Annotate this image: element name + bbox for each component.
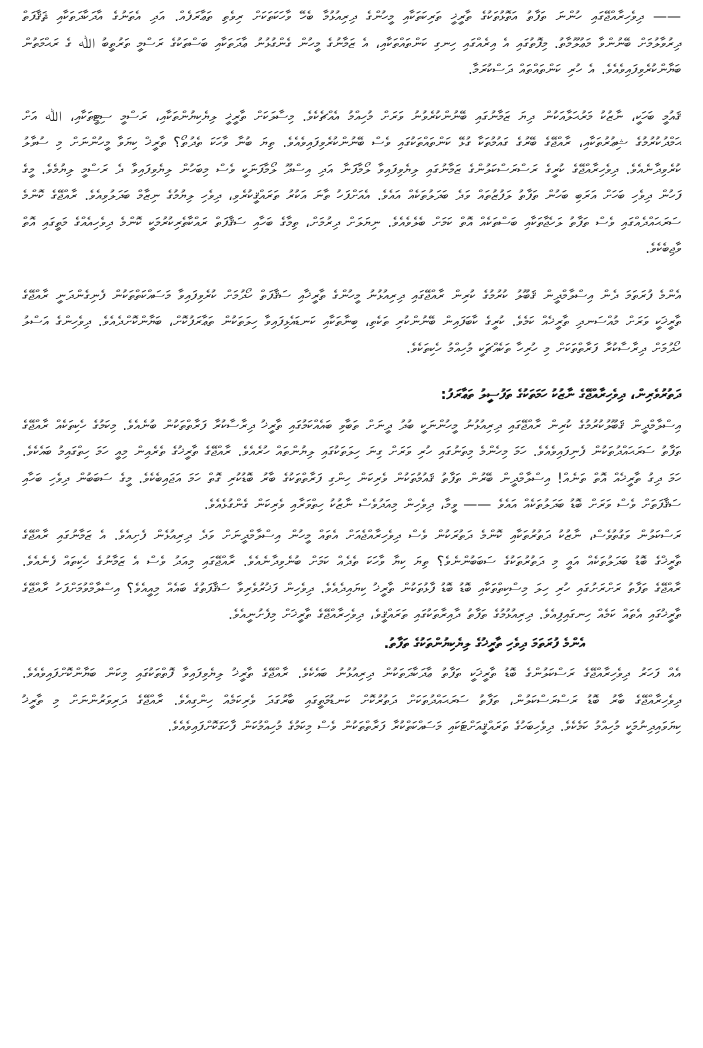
section-heading-2: އެންމެ ފުރަތަމަ ދިވެހި ތާރީޚުގެ ލިޔެކިޔުންތަކުގެ ތަފާތު. (383, 635, 585, 652)
section-heading-1: ދަތުރުވެރިން، ދިވެހިރާއްޖޭގެ ނާޒުކު ހަމަތަކުގެ ތަފުސީލު ތަޢާރަފު: (440, 387, 681, 403)
paragraph-5: ރަސްކަލުން ވަގުތުވެސް، ނާޒުކު ދަތުރުތަކާއި ކޮންމެ ދަތުރަކުން ވެސް ދިވެހިރާއްޖެއަށް އެތައް މީހުން އިސްލާމްދީނަށް ވަދެ ދިރިއުޅެން ފެށިއެވެ. އެ ޒަމާނުގައި ރާއްޖޭގެ ތާރީޚްގެ ބޮޑު ބަދަލުތަކެއް އައީ މި ދަތުރުތަކުގެ ސަބަބުންނެވެ؟ ތިޔަ ކިޔާ ވާހަކަ ތެދެއް ކަމަށް ބުނެވިދާނެއެވެ. ރާއްޖޭގައި މިއަދު ވެސް އެ ޒަމާނުގެ ހެކިތައް ފެނެއެވެ. ރާއްޖޭގެ ތަފާތު ރަށްރަށުގައި ހުރި ހިލަ މިސްކިތްތަކާއި ބޮޑު ބޮޑު ފާޅުތަކުން ތާރީޚު ކިޔައިދެއެވެ. ދިވެހިން ފަޚުރުވެރިވާ ސަޤާފަތުގެ ބައެއް މިއީއެވެ؟ އިސްލާމްވުމަށްފަހު ރާއްޖޭގެ ތާރީޚުގައި އެތައް ކަމެއް ހިނގައިފިއެވެ. ދިރިއުޅުމުގެ ތަފާތު ދާއިރާތަކުގައި ތަރައްޤީވެ، ދިވެހިރާއްޖޭގެ ތާރީޚަށް މިފެށުނީއެވެ. (22, 527, 681, 623)
paragraph-2: ޤައުމީ ބަހަކީ، ނާޒުކު މަރުޙަލާއަކުން ދިޔަ ޒަމާނުގައި ބޭނުންކުރެވުނު ވަރަށް މުހިއްމު އެއްޗެކެވެ. މިސާލަކަށް ތާރީޚީ ލިޔެކިޔުންތަކާއި، ރަސްމީ ސިޓީތަކާއި، ﷲ އަށް ޙަމްދުކުރުމުގެ ޝިޢުރުތަކާއި، ރާއްޖޭގެ ބޭރުގެ ގައުމުތަކާ ގުޅޭ ކަންތައްތަކުގައި ވެސް ބޭނުންކުރެވިފައިވެއެވެ. ތިޔަ ބުނާ ވާހަކަ ތެދުތޯ؟ ތާރީޚް ކިޔަވާ މީހުންނަށް މި ސުވާލު ކުރެވިދާނެއެވެ. ދިވެހިރާއްޖޭގެ ކުރީގެ ރަސްރަސްކަލުންގެ ޒަމާނުގައި ލިޔެވިފައިވާ ލޯމާފަނާ އަދި އިސްދޫ ލޯމާފަނަކީ ވެސް މިބަހުން ލިޔެވިފައިވާ ދެ ރަސްމީ ލިޔުމެވެ. މީގެ ފަހުން ދިވެހި ބަހަށް އަރަބި ބަހުން ތަފާތު ލަފުޒުތައް ވަދެ ބަދަލުތަކެއް އައެވެ. އެއަށްފަހު ތާނަ އަކުރު ތަރައްޤީކުރެވި، ދިވެހި ލިޔުމުގެ ނިޒާމް ބަދަލުވިއެވެ. ރާއްޖޭގެ ކޮންމެ ސަރަޙައްދެއްގައި ވެސް ތަފާތު ލަހެޖާތަކާއި ބަސްތަކެއް އޮތް ކަމަށް ބެލެވެއެވެ. ނިޔަލަށް ދިރުމަށް، ތިމާގެ ބަހާއި ސަޤާފަތް ރައްކާތެރިކުރުމަކީ ކޮންމެ ދިވެހިއެއްގެ މަތީގައި އޮތް ވާޖިބެކެވެ. (22, 108, 681, 257)
paragraph-3: އެންމެ ފުރަތަމަ ދެން އިސްލާމްދީން ޤަބޫލު ކުރުމުގެ ކުރިން ރާއްޖޭގައި ދިރިއުޅުނު މީހުންގެ ތާރީޚާއި ސަޤާފަތް ހޯދުމަށް ކުރެވިފައިވާ މަސައްކަތްތަކުން ފެނިގެންދަނީ ރާއްޖޭގެ ތާރީޚަކީ ވަރަށް މުއްސަނދި ތާރީޚެއް ކަމެވެ. ކުރީގެ ކާބަފައިން ބޭނުންކުރި ތަކެތި، ބިނާތަކާއި ކަނޑައެޅިފައިވާ ހިލަތަކުން ތަޢާރަފުކޮށް، ބަޔާންކޮށްދެއެވެ. ދިވެހިންގެ އަސްލު ހޯދުމަށް ދިރާސާކުރާ ފަރާތްތަކަށް މި ހުރިހާ ތަކެއްޗަކީ މުހިއްމު ހެކިތަކެވެ. (22, 287, 681, 357)
paragraph-4: އިސްލާމްދީން ޤަބޫލުކުރުމުގެ ކުރިން ރާއްޖޭގައި ދިރިއުޅުނު މީހުންނަކީ ބުދު ދީނަށް ތަބާވި ބައެއްކަމުގައި ތާރީޚު ދިރާސާކުރާ ފަރާތްތަކުން ބުނެއެވެ. މިކަމުގެ ހެކިތަކެއް ރާއްޖޭގެ ތަފާތު ސަރަޙައްދުތަކުން ފެނިފައިވެއެވެ. ހަމަ މިހެންމެ މިތަނުގައި ހުރި ވަރަށް ގިނަ ހިލަތަކުގައި ލިޔުންތައް ހުރެއެވެ. ރާއްޖޭގެ ތާރީޚުގެ ތެރެއިން މިއީ ހަމަ ހިތްގައިމު ބައެކެވެ. ހަމަ ދިގު ތާރީޚެއް އޮތް ތަނެއް! އިސްލާމްދީން ބޭރުން ތަފާތު ޤައުމުތަކުން ވެރިކަން ހިންގި ފަރާތްތަކުގެ ބާރު ބޮޑުކުރި ގޮތް ހަމަ އަޖައިބެކެވެ. މީގެ ސަބަބުން ދިވެހި ބަހާއި ސަޤާފަތަށް ވެސް ވަރަށް ބޮޑު ބަދަލުތަކެއް އައެވެ —— ވީމާ، ދިވެހިން މިއަދުވެސް ނާޒުކު ހިތްވަރާއި ވެރިކަން ގެންގުޅެއެވެ. (22, 417, 681, 513)
paragraph-6: އެއް ފަހަރު ދިވެހިރާއްޖޭގެ ރަސްކަލުންގެ ބޮޑު ތާރީޚަކީ ތަފާތު ޢާދަކާދަތަކުން ދިރިއުޅުނު ބައެކެވެ. ރާއްޖޭގެ ތާރީޚު ލިޔެވިފައިވާ ފޮތްތަކުގައި މިކަން ބަޔާންކޮށްފައިވެއެވެ. ދިވެހިރާއްޖޭގެ ބާރު ބޮޑު ރަސްރަސްކަލުން، ތަފާތު ސަރަޙައްދުތަކަށް ދަތުރުކޮށް ކަނޑުމަތީގައި ބާރުގަދަ ވެރިކަމެއް ހިންގިއެވެ. ރާއްޖޭގެ ދަރިވަރުންނަށް މި ތާރީޚު ކިޔަވައިދިނުމަކީ މުހިއްމު ކަމެކެވެ. ދިވެހިބަހުގެ ތަރައްޤީއަށްޓަކައި މަސައްކަތްކުރާ ފަރާތްތަކުން ވެސް މިކަމުގެ މުހިއްމުކަން ފާހަގަކޮށްފައިވެއެވެ. (22, 666, 681, 735)
paragraph-1: —— ދިވެހިރާއްޖޭގައި ހުންނަ ތަފާތު އަތޮޅުތަކުގެ ތާރީޚީ ތަރިކަތަކާއި މީހުންގެ ދިރިއުޅުމާ ބެހޭ ވާހަކަތަކަށް ރިވެތި ތަޢާރަފެއް. އަދި އެތަނުގެ އާދަކާދަތަކާއި ޘަޤާފަތް ދިރުވާލުމަށް ބޭނުންވާ މަޢުލޫމާތު. މިފޮތުގައި އެ އިރެއްގައި ހިނގި ކަންތައްތަކާއި، އެ ޒަމާނުގެ މީހުން ގެންގުޅުނު ޢާދަތަކާއި ބަސްތަކުގެ ރަސްމީ ތަރުތީބު ﷲ ގެ ރަޙްމަތުން ބަޔާންކުރެވިފައިވެއެވެ. އެ ހުރި ކަންތައްތައް ދަސްކުރަމާ. (22, 9, 681, 78)
